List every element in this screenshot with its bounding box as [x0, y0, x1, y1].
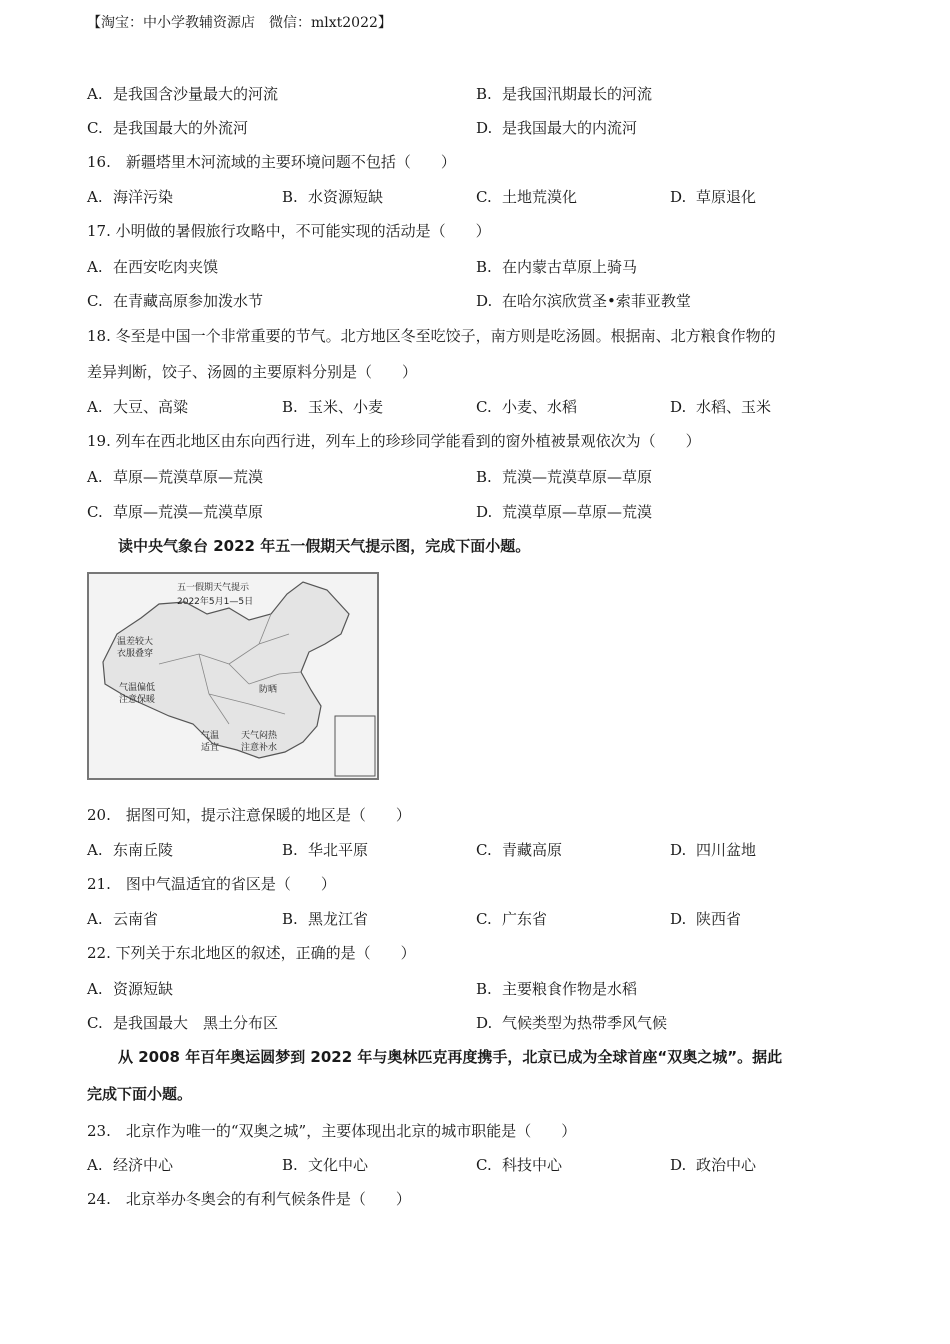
q23-option-c[interactable]	[476, 1154, 562, 1175]
option-label: B.	[282, 398, 298, 416]
option-label: A.	[87, 468, 103, 486]
q23-option-a[interactable]	[87, 1154, 173, 1175]
q18-option-b[interactable]	[282, 396, 383, 417]
option-text: 广东省	[502, 910, 548, 928]
q16-option-c[interactable]	[476, 186, 577, 207]
page-header: 【淘宝：中小学教辅资源店 微信：mlxt2022】	[87, 15, 392, 31]
q20-option-d[interactable]	[670, 839, 756, 860]
q17-option-d[interactable]	[476, 290, 691, 311]
option-label: D.	[476, 292, 493, 310]
q19-option-d[interactable]	[476, 501, 652, 522]
option-text: 小麦、水稻	[502, 398, 578, 416]
option-text: 是我国最大 黑土分布区	[113, 1014, 279, 1032]
option-label: A.	[87, 980, 103, 998]
option-text: 黑龙江省	[308, 910, 369, 928]
option-label: C.	[476, 841, 492, 859]
option-label: C.	[87, 292, 103, 310]
option-text: 草原—荒漠草原—荒漠	[113, 468, 264, 486]
option-label: C.	[476, 398, 492, 416]
option-label: D.	[476, 503, 493, 521]
q19-option-a[interactable]	[87, 466, 263, 487]
q22-stem: 22. 下列关于东北地区的叙述，正确的是（ ）	[87, 944, 416, 962]
option-label: B.	[282, 910, 298, 928]
option-text: 在西安吃肉夹馍	[113, 258, 219, 276]
map-label-hydrate: 注意补水	[241, 743, 278, 753]
q18-option-d[interactable]	[670, 396, 771, 417]
q16-option-b[interactable]	[282, 186, 383, 207]
q21-option-a[interactable]	[87, 908, 158, 929]
q24-stem: 24. 北京举办冬奥会的有利气候条件是（ ）	[87, 1190, 411, 1208]
option-text: 东南丘陵	[113, 841, 174, 859]
map-label-temp-diff: 温差较大	[117, 637, 154, 647]
china-map-illustration	[89, 574, 377, 778]
q17-stem: 17. 小明做的暑假旅行攻略中，不可能实现的活动是（ ）	[87, 222, 491, 240]
option-label: B.	[282, 841, 298, 859]
q19-stem: 19. 列车在西北地区由东向西行进，列车上的珍珍同学能看到的窗外植被景观依次为（ ）	[87, 432, 701, 450]
q15-option-a[interactable]	[87, 83, 278, 104]
q19-option-c[interactable]	[87, 501, 263, 522]
option-text: 四川盆地	[696, 841, 757, 859]
option-label: B.	[282, 188, 298, 206]
option-label: A.	[87, 258, 103, 276]
option-text: 在哈尔滨欣赏圣•索菲亚教堂	[502, 292, 691, 310]
q21-option-c[interactable]	[476, 908, 547, 929]
option-text: 草原—荒漠—荒漠草原	[113, 503, 264, 521]
q18-option-c[interactable]	[476, 396, 577, 417]
option-text: 是我国含沙量最大的河流	[113, 85, 279, 103]
weather-map-intro: 读中央气象台 2022 年五一假期天气提示图，完成下面小题。	[118, 537, 531, 555]
option-text: 玉米、小麦	[308, 398, 384, 416]
option-text: 云南省	[113, 910, 159, 928]
china-outline	[103, 582, 349, 758]
q18-stem-line2: 差异判断，饺子、汤圆的主要原料分别是（ ）	[87, 363, 418, 381]
option-label: D.	[670, 1156, 687, 1174]
option-text: 在青藏高原参加泼水节	[113, 292, 264, 310]
option-text: 资源短缺	[113, 980, 174, 998]
option-text: 是我国最大的内流河	[502, 119, 638, 137]
south-china-sea-inset	[335, 716, 375, 776]
olympics-intro-line2: 完成下面小题。	[87, 1085, 193, 1103]
option-label: A.	[87, 398, 103, 416]
option-text: 大豆、高粱	[113, 398, 189, 416]
option-text: 海洋污染	[113, 188, 174, 206]
option-text: 荒漠—荒漠草原—草原	[502, 468, 653, 486]
option-label: A.	[87, 1156, 103, 1174]
option-text: 在内蒙古草原上骑马	[502, 258, 638, 276]
option-text: 是我国汛期最长的河流	[502, 85, 653, 103]
q15-option-b[interactable]	[476, 83, 652, 104]
option-text: 草原退化	[696, 188, 757, 206]
map-label-layer-clothes: 衣服叠穿	[117, 649, 154, 659]
q21-option-d[interactable]	[670, 908, 741, 929]
q22-option-c[interactable]	[87, 1012, 278, 1033]
option-label: B.	[282, 1156, 298, 1174]
map-label-keep-warm: 注意保暖	[119, 695, 156, 705]
q17-option-a[interactable]	[87, 256, 218, 277]
map-label-sun: 防晒	[259, 685, 278, 695]
olympics-intro-line1: 从 2008 年百年奥运圆梦到 2022 年与奥林匹克再度携手，北京已成为全球首座“双奥之城”。据此	[118, 1048, 783, 1066]
option-label: B.	[476, 85, 492, 103]
option-label: D.	[476, 119, 493, 137]
q16-option-d[interactable]	[670, 186, 756, 207]
q20-option-a[interactable]	[87, 839, 173, 860]
option-text: 政治中心	[696, 1156, 757, 1174]
option-text: 文化中心	[308, 1156, 369, 1174]
option-text: 陕西省	[696, 910, 742, 928]
option-text: 是我国最大的外流河	[113, 119, 249, 137]
option-label: B.	[476, 980, 492, 998]
q22-option-b[interactable]	[476, 978, 637, 999]
map-label-muggy: 天气闷热	[241, 731, 278, 741]
weather-map-figure	[87, 572, 379, 780]
option-label: D.	[670, 910, 687, 928]
option-label: C.	[476, 910, 492, 928]
option-text: 水资源短缺	[308, 188, 384, 206]
option-text: 主要粮食作物是水稻	[502, 980, 638, 998]
q21-stem: 21. 图中气温适宜的省区是（ ）	[87, 875, 336, 893]
q20-option-c[interactable]	[476, 839, 562, 860]
map-label-temp: 气温	[201, 731, 220, 741]
option-text: 气候类型为热带季风气候	[502, 1014, 668, 1032]
option-label: D.	[476, 1014, 493, 1032]
q18-option-a[interactable]	[87, 396, 188, 417]
q20-stem: 20. 据图可知，提示注意保暖的地区是（ ）	[87, 806, 411, 824]
q23-option-b[interactable]	[282, 1154, 368, 1175]
q18-stem-line1: 18. 冬至是中国一个非常重要的节气。北方地区冬至吃饺子，南方则是吃汤圆。根据南、北方粮食作物的	[87, 327, 776, 345]
q22-option-d[interactable]	[476, 1012, 667, 1033]
option-label: C.	[87, 119, 103, 137]
option-label: D.	[670, 188, 687, 206]
q23-stem: 23. 北京作为唯一的“双奥之城”，主要体现出北京的城市职能是（ ）	[87, 1122, 577, 1140]
option-text: 科技中心	[502, 1156, 563, 1174]
option-label: C.	[87, 1014, 103, 1032]
option-label: D.	[670, 841, 687, 859]
option-label: C.	[87, 503, 103, 521]
map-date: 2022年5月1—5日	[177, 597, 254, 607]
map-title: 五一假期天气提示	[177, 583, 250, 593]
map-label-suitable: 适宜	[201, 743, 220, 753]
q23-option-d[interactable]	[670, 1154, 756, 1175]
option-text: 青藏高原	[502, 841, 563, 859]
option-label: A.	[87, 841, 103, 859]
q15-option-d[interactable]	[476, 117, 637, 138]
option-label: A.	[87, 910, 103, 928]
option-label: A.	[87, 188, 103, 206]
option-text: 华北平原	[308, 841, 369, 859]
option-label: B.	[476, 258, 492, 276]
q17-option-b[interactable]	[476, 256, 637, 277]
q16-option-a[interactable]	[87, 186, 173, 207]
q22-option-a[interactable]	[87, 978, 173, 999]
option-label: C.	[476, 188, 492, 206]
option-label: C.	[476, 1156, 492, 1174]
option-label: A.	[87, 85, 103, 103]
q21-option-b[interactable]	[282, 908, 368, 929]
q20-option-b[interactable]	[282, 839, 368, 860]
option-label: D.	[670, 398, 687, 416]
q17-option-c[interactable]	[87, 290, 263, 311]
map-label-low-temp: 气温偏低	[119, 683, 156, 693]
option-label: B.	[476, 468, 492, 486]
q15-option-c[interactable]	[87, 117, 248, 138]
option-text: 土地荒漠化	[502, 188, 578, 206]
q16-stem: 16. 新疆塔里木河流域的主要环境问题不包括（ ）	[87, 153, 456, 171]
option-text: 经济中心	[113, 1156, 174, 1174]
option-text: 荒漠草原—草原—荒漠	[502, 503, 653, 521]
q19-option-b[interactable]	[476, 466, 652, 487]
option-text: 水稻、玉米	[696, 398, 772, 416]
